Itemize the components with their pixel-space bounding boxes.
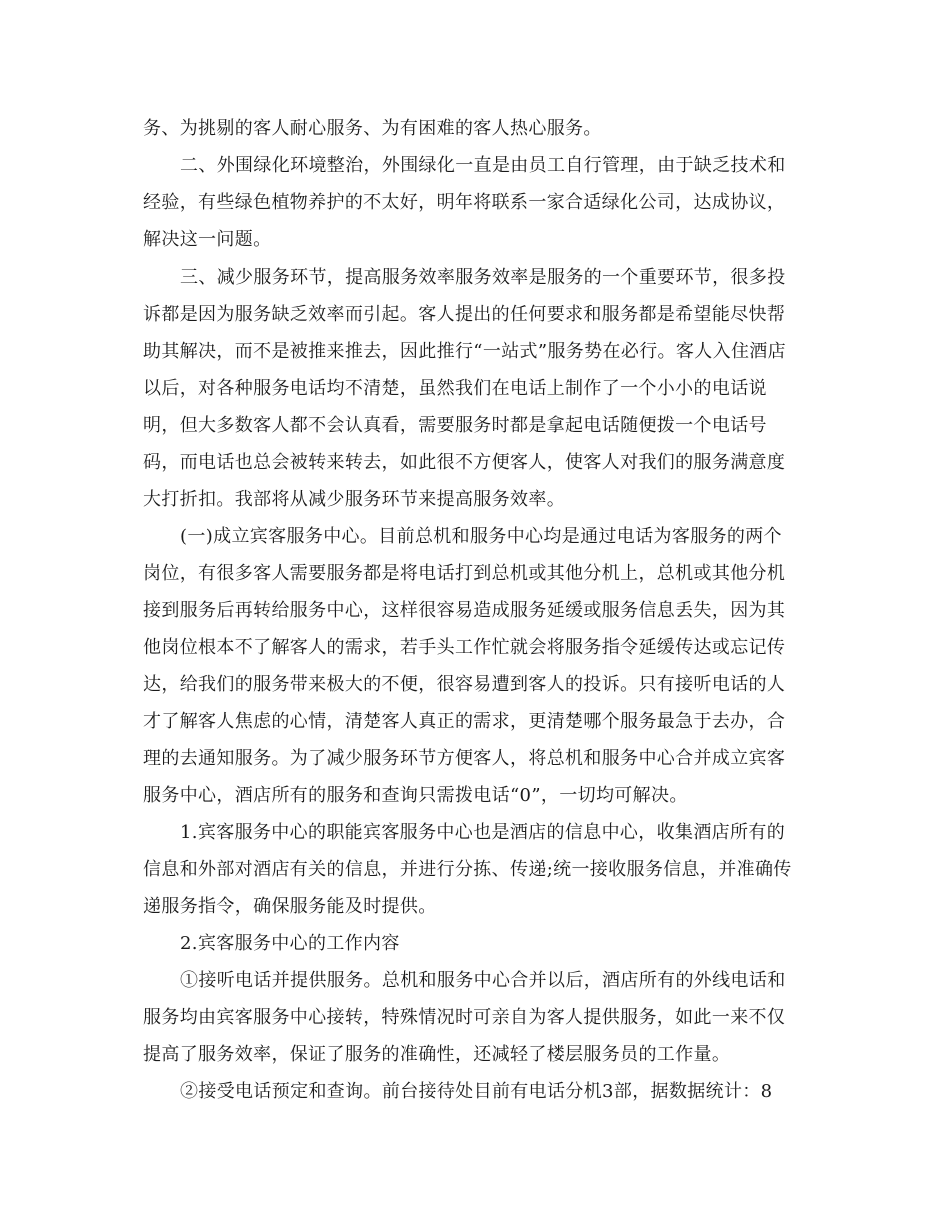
text-line: 提高了服务效率，保证了服务的准确性，还减轻了楼层服务员的工作量。 <box>143 1044 731 1065</box>
text-line: 二、外围绿化环境整治，外围绿化一直是由员工自行管理，由于缺乏技术和 <box>180 155 786 176</box>
text-line: 以后，对各种服务电话均不清楚，虽然我们在电话上制作了一个小小的电话说 <box>143 378 767 399</box>
text-line: 1.宾客服务中心的职能宾客服务中心也是酒店的信息中心，收集酒店所有的 <box>180 822 786 843</box>
text-line: 2.宾客服务中心的工作内容 <box>180 933 400 954</box>
text-line: 诉都是因为服务缺乏效率而引起。客人提出的任何要求和服务都是希望能尽快帮 <box>143 304 786 325</box>
text-line: 明，但大多数客人都不会认真看，需要服务时都是拿起电话随便拨一个电话号 <box>143 415 767 436</box>
text-line: 经验，有些绿色植物养护的不太好，明年将联系一家合适绿化公司，达成协议， <box>143 192 786 213</box>
text-line: 码，而电话也总会被转来转去，如此很不方便客人，使客人对我们的服务满意度 <box>143 452 786 473</box>
text-line: 递服务指令，确保服务能及时提供。 <box>143 896 437 917</box>
text-line: 大打折扣。我部将从减少服务环节来提高服务效率。 <box>143 489 566 510</box>
text-line: 达，给我们的服务带来极大的不便，很容易遭到客人的投诉。只有接听电话的人 <box>143 674 786 695</box>
text-line: 理的去通知服务。为了减少服务环节方便客人，将总机和服务中心合并成立宾客 <box>143 748 786 769</box>
text-line: 三、减少服务环节，提高服务效率服务效率是服务的一个重要环节，很多投 <box>180 267 786 288</box>
text-line: ①接听电话并提供服务。总机和服务中心合并以后，酒店所有的外线电话和 <box>180 970 786 991</box>
text-line: 岗位，有很多客人需要服务都是将电话打到总机或其他分机上，总机或其他分机 <box>143 563 786 584</box>
text-line: 才了解客人焦虑的心情，清楚客人真正的需求，更清楚哪个服务最急于去办，合 <box>143 711 786 732</box>
text-line: 务、为挑剔的客人耐心服务、为有困难的客人热心服务。 <box>143 118 602 139</box>
text-line: 解决这一问题。 <box>143 229 272 250</box>
text-line: 服务中心，酒店所有的服务和查询只需拨电话“0”，一切均可解决。 <box>143 785 688 806</box>
text-line: 服务均由宾客服务中心接转，特殊情况时可亲自为客人提供服务，如此一来不仅 <box>143 1007 786 1028</box>
text-line: 信息和外部对酒店有关的信息，并进行分拣、传递;统一接收服务信息，并准确传 <box>143 859 792 880</box>
text-line: 他岗位根本不了解客人的需求，若手头工作忙就会将服务指令延缓传达或忘记传 <box>143 637 786 658</box>
text-line: ②接受电话预定和查询。前台接待处目前有电话分机3部，据数据统计：8 <box>180 1081 773 1102</box>
text-line: 助其解决，而不是被推来推去，因此推行“一站式”服务势在必行。客人入住酒店 <box>143 341 787 362</box>
text-line: (一)成立宾客服务中心。目前总机和服务中心均是通过电话为客服务的两个 <box>180 526 782 547</box>
text-line: 接到服务后再转给服务中心，这样很容易造成服务延缓或服务信息丢失，因为其 <box>143 600 786 621</box>
